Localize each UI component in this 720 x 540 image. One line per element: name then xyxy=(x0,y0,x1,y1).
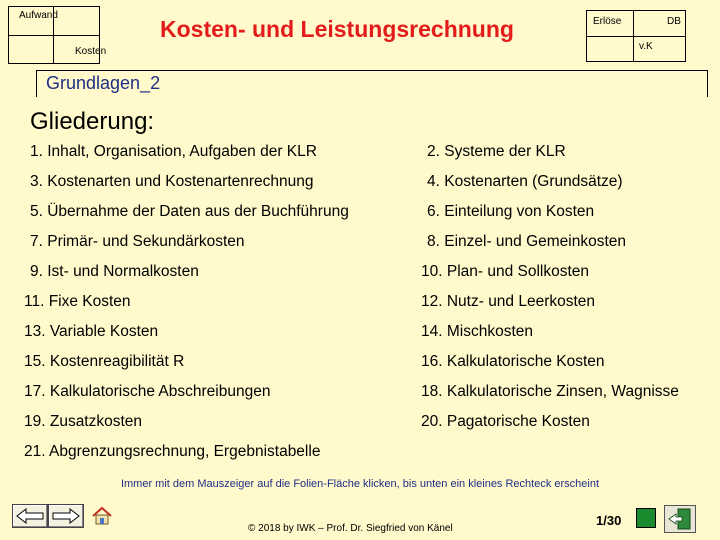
toc-item: 11. Fixe Kosten xyxy=(24,293,131,310)
toc-item: 20. Pagatorische Kosten xyxy=(421,413,590,430)
toc-item: 4. Kostenarten (Grundsätze) xyxy=(427,173,623,190)
kosten-label: Kosten xyxy=(75,46,107,57)
toc-item: 14. Mischkosten xyxy=(421,323,533,340)
back-button[interactable] xyxy=(12,504,48,528)
toc-item: 19. Zusatzkosten xyxy=(24,413,143,430)
status-square[interactable] xyxy=(636,508,656,528)
toc-item: 3. Kostenarten und Kostenartenrechnung xyxy=(30,173,314,190)
erloese-label: Erlöse xyxy=(593,16,622,27)
arrow-left-icon xyxy=(13,505,47,527)
toc-item: 17. Kalkulatorische Abschreibungen xyxy=(24,383,271,400)
exit-button[interactable] xyxy=(664,505,696,533)
copyright-text: © 2018 by IWK – Prof. Dr. Siegfried von Känel xyxy=(248,523,453,534)
page-number: 1/30 xyxy=(596,513,622,528)
toc-item: 13. Variable Kosten xyxy=(24,323,159,340)
toc-item: 15. Kostenreagibilität R xyxy=(24,353,185,370)
aufwand-label: Aufwand xyxy=(19,10,58,21)
section-heading: Gliederung: xyxy=(30,108,155,135)
toc-item: 7. Primär- und Sekundärkosten xyxy=(30,233,245,250)
home-button[interactable] xyxy=(90,505,114,532)
erloese-db-box xyxy=(586,10,686,62)
toc-item: 1. Inhalt, Organisation, Aufgaben der KLR xyxy=(30,143,317,160)
db-label: DB xyxy=(667,16,681,27)
page-title: Kosten- und Leistungsrechnung xyxy=(160,16,514,42)
toc-item: 2. Systeme der KLR xyxy=(427,143,566,160)
arrow-right-icon xyxy=(49,505,83,527)
toc-item: 9. Ist- und Normalkosten xyxy=(30,263,199,280)
instruction-note: Immer mit dem Mauszeiger auf die Folien-Fläche klicken, bis unten ein kleines Rechteck erscheint xyxy=(120,478,600,490)
toc-item: 16. Kalkulatorische Kosten xyxy=(421,353,605,370)
toc-item: 5. Übernahme der Daten aus der Buchführung xyxy=(30,203,349,220)
toc-item: 6. Einteilung von Kosten xyxy=(427,203,595,220)
toc-item: 21. Abgrenzungsrechnung, Ergebnistabelle xyxy=(24,443,321,460)
toc-item: 18. Kalkulatorische Zinsen, Wagnisse xyxy=(421,383,679,400)
forward-button[interactable] xyxy=(48,504,84,528)
toc-item: 10. Plan- und Sollkosten xyxy=(421,263,590,280)
slide-subtitle: Grundlagen_2 xyxy=(46,73,161,93)
home-icon xyxy=(90,505,114,527)
exit-door-icon xyxy=(665,506,695,532)
vk-label: v.K xyxy=(639,41,653,52)
toc-item: 8. Einzel- und Gemeinkosten xyxy=(427,233,627,250)
toc-item: 12. Nutz- und Leerkosten xyxy=(421,293,596,310)
aufwand-kosten-box xyxy=(8,6,107,64)
